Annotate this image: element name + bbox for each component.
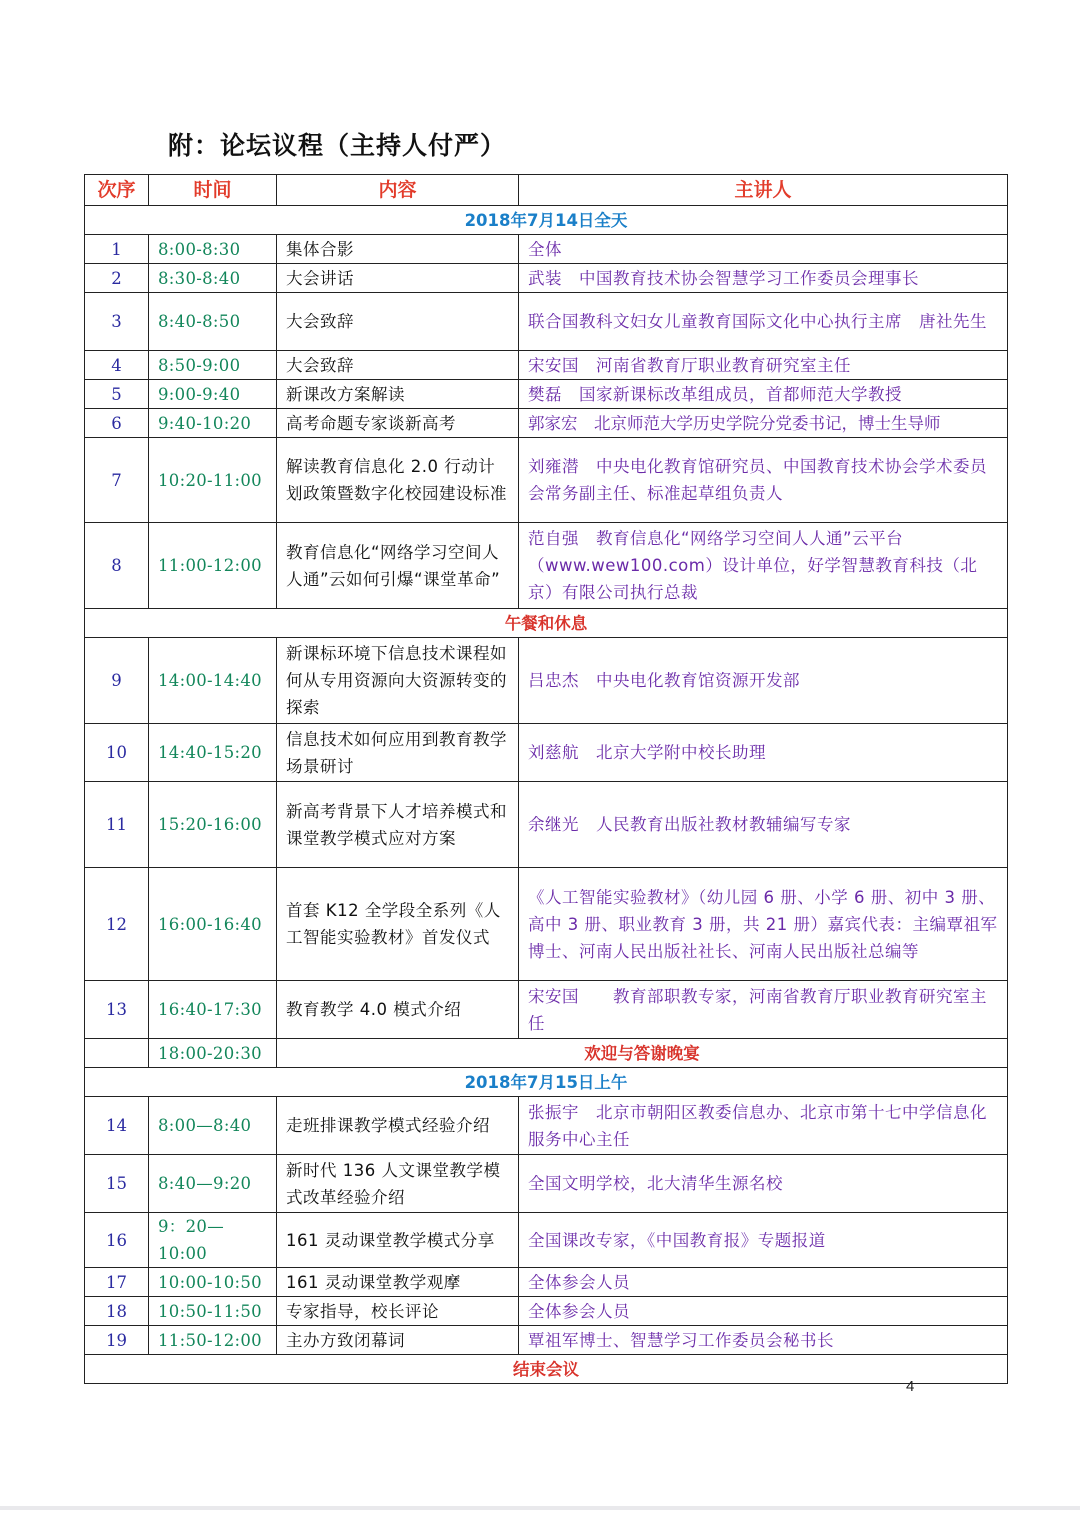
time-cell: 16:00-16:40 [149,868,277,981]
speaker-cell: 全体 [519,235,1008,264]
speaker-cell: 刘雍潜 中央电化教育馆研究员、中国教育技术协会学术委员会常务副主任、标准起草组负责人 [519,438,1008,523]
order-cell: 6 [85,409,149,438]
time-cell: 9:00-9:40 [149,380,277,409]
content-cell: 走班排课教学模式经验介绍 [277,1097,519,1155]
table-row [85,1297,1008,1326]
order-cell: 5 [85,380,149,409]
order-cell: 4 [85,351,149,380]
speaker-cell: 张振宇 北京市朝阳区教委信息办、北京市第十七中学信息化服务中心主任 [519,1097,1008,1155]
speaker-cell: 郭家宏 北京师范大学历史学院分党委书记，博士生导师 [519,409,1008,438]
table-row [85,638,1008,724]
table-row [85,782,1008,868]
agenda-body [85,206,1008,1384]
col-header-speaker: 主讲人 [519,175,1008,206]
col-header-time: 时间 [149,175,277,206]
content-cell: 大会致辞 [277,293,519,351]
break-row [85,609,1008,638]
time-cell: 15:20-16:00 [149,782,277,868]
closing-label: 结束会议 [85,1355,1008,1384]
dinner-time: 18:00-20:30 [149,1039,277,1068]
scan-edge [0,1506,1080,1510]
time-cell: 9：20—10:00 [149,1213,277,1268]
speaker-cell: 全体参会人员 [519,1268,1008,1297]
time-cell: 8:00-8:30 [149,235,277,264]
time-cell: 16:40-17:30 [149,981,277,1039]
col-header-content: 内容 [277,175,519,206]
time-cell: 8:40—9:20 [149,1155,277,1213]
time-cell: 14:00-14:40 [149,638,277,724]
order-cell: 3 [85,293,149,351]
speaker-cell: 全体参会人员 [519,1297,1008,1326]
time-cell: 8:50-9:00 [149,351,277,380]
closing-row [85,1355,1008,1384]
order-cell: 16 [85,1213,149,1268]
lunch-break: 午餐和休息 [85,609,1008,638]
day-row [85,1068,1008,1097]
table-row [85,1268,1008,1297]
speaker-cell: 吕忠杰 中央电化教育馆资源开发部 [519,638,1008,724]
speaker-cell: 宋安国 教育部职教专家，河南省教育厅职业教育研究室主任 [519,981,1008,1039]
content-cell: 解读教育信息化 2.0 行动计划政策暨数字化校园建设标准 [277,438,519,523]
speaker-cell: 刘慈航 北京大学附中校长助理 [519,724,1008,782]
order-cell: 9 [85,638,149,724]
order-cell: 18 [85,1297,149,1326]
content-cell: 大会致辞 [277,351,519,380]
time-cell: 14:40-15:20 [149,724,277,782]
content-cell: 教育信息化“网络学习空间人人通”云如何引爆“课堂革命” [277,523,519,609]
content-cell: 大会讲话 [277,264,519,293]
table-row [85,868,1008,981]
content-cell: 信息技术如何应用到教育教学场景研讨 [277,724,519,782]
order-cell: 17 [85,1268,149,1297]
content-cell: 集体合影 [277,235,519,264]
day-row [85,206,1008,235]
page-title: 附：论坛议程（主持人付严） [168,131,507,160]
content-cell: 主办方致闭幕词 [277,1326,519,1355]
order-cell: 10 [85,724,149,782]
table-row [85,1155,1008,1213]
time-cell: 8:00—8:40 [149,1097,277,1155]
table-row [85,235,1008,264]
speaker-cell: 《人工智能实验教材》（幼儿园 6 册、小学 6 册、初中 3 册、高中 3 册、职业教育 3 册，共 21 册）嘉宾代表：主编覃祖军博士、河南人民出版社社长、河南人民出版社总编等 [519,868,1008,981]
table-row [85,523,1008,609]
table-row [85,264,1008,293]
speaker-cell: 余继光 人民教育出版社教材教辅编写专家 [519,782,1008,868]
order-cell: 14 [85,1097,149,1155]
time-cell: 10:20-11:00 [149,438,277,523]
order-cell: 11 [85,782,149,868]
speaker-cell: 覃祖军博士、智慧学习工作委员会秘书长 [519,1326,1008,1355]
content-cell: 161 灵动课堂教学模式分享 [277,1213,519,1268]
content-cell: 教育教学 4.0 模式介绍 [277,981,519,1039]
order-cell: 15 [85,1155,149,1213]
table-row [85,351,1008,380]
time-cell: 11:50-12:00 [149,1326,277,1355]
header-row [85,175,1008,206]
time-cell: 11:00-12:00 [149,523,277,609]
agenda-table [84,174,1008,1384]
content-cell: 新课改方案解读 [277,380,519,409]
content-cell: 专家指导，校长评论 [277,1297,519,1326]
speaker-cell: 樊磊 国家新课标改革组成员，首都师范大学教授 [519,380,1008,409]
content-cell: 首套 K12 全学段全系列《人工智能实验教材》首发仪式 [277,868,519,981]
content-cell: 新课标环境下信息技术课程如何从专用资源向大资源转变的探索 [277,638,519,724]
time-cell: 9:40-10:20 [149,409,277,438]
speaker-cell: 联合国教科文妇女儿童教育国际文化中心执行主席 唐社先生 [519,293,1008,351]
order-cell: 7 [85,438,149,523]
day2-title: 2018年7月15日上午 [85,1068,1008,1097]
order-cell: 8 [85,523,149,609]
page-number: 4 [906,1378,915,1395]
content-cell: 新高考背景下人才培养模式和课堂教学模式应对方案 [277,782,519,868]
content-cell: 161 灵动课堂教学观摩 [277,1268,519,1297]
order-cell: 1 [85,235,149,264]
table-row [85,724,1008,782]
table-row [85,981,1008,1039]
table-row [85,380,1008,409]
order-cell: 12 [85,868,149,981]
order-cell: 13 [85,981,149,1039]
table-row [85,438,1008,523]
speaker-cell: 宋安国 河南省教育厅职业教育研究室主任 [519,351,1008,380]
speaker-cell: 全国文明学校，北大清华生源名校 [519,1155,1008,1213]
speaker-cell: 全国课改专家，《中国教育报》专题报道 [519,1213,1008,1268]
table-row [85,409,1008,438]
col-header-order: 次序 [85,175,149,206]
time-cell: 10:50-11:50 [149,1297,277,1326]
table-row [85,1326,1008,1355]
order-cell: 2 [85,264,149,293]
time-cell: 8:30-8:40 [149,264,277,293]
order-cell-empty [85,1039,149,1068]
table-row [85,1213,1008,1268]
time-cell: 8:40-8:50 [149,293,277,351]
speaker-cell: 武装 中国教育技术协会智慧学习工作委员会理事长 [519,264,1008,293]
content-cell: 高考命题专家谈新高考 [277,409,519,438]
day1-title: 2018年7月14日全天 [85,206,1008,235]
table-row [85,293,1008,351]
dinner-row [85,1039,1008,1068]
time-cell: 10:00-10:50 [149,1268,277,1297]
table-row [85,1097,1008,1155]
order-cell: 19 [85,1326,149,1355]
speaker-cell: 范自强 教育信息化“网络学习空间人人通”云平台（www.wew100.com）设计单位，好学智慧教育科技（北京）有限公司执行总裁 [519,523,1008,609]
dinner-label: 欢迎与答谢晚宴 [277,1039,1008,1068]
content-cell: 新时代 136 人文课堂教学模式改革经验介绍 [277,1155,519,1213]
